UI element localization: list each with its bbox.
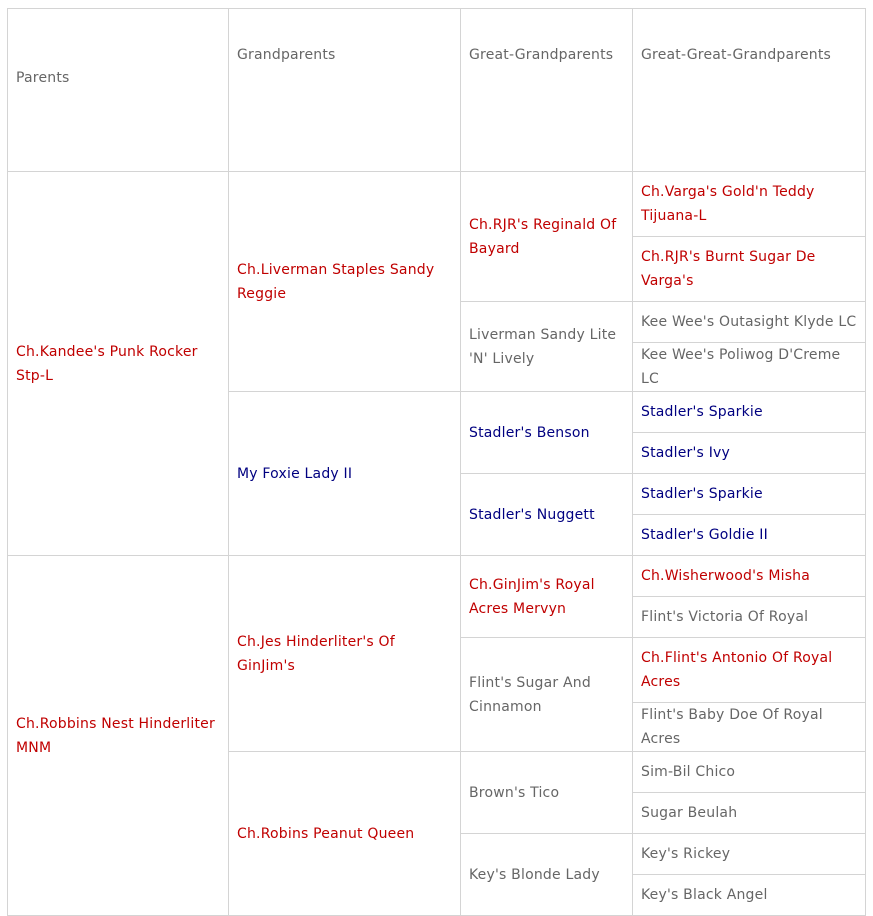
sire-sire-dam-sire-name: Kee Wee's Outasight Klyde LC: [633, 302, 866, 343]
dam-sire-name[interactable]: Ch.Jes Hinderliter's Of GinJim's: [229, 556, 461, 752]
sire-dam-dam-sire-name[interactable]: Stadler's Sparkie: [633, 474, 866, 515]
dam-dam-name[interactable]: Ch.Robins Peanut Queen: [229, 752, 461, 916]
pedigree-row: [8, 556, 866, 597]
pedigree-table: [7, 8, 866, 916]
sire-dam-sire-dam-name[interactable]: Stadler's Ivy: [633, 433, 866, 474]
dam-dam-sire-dam-name: Sugar Beulah: [633, 793, 866, 834]
sire-sire-sire-name[interactable]: Ch.RJR's Reginald Of Bayard: [461, 172, 633, 302]
dam-sire-sire-sire-name[interactable]: Ch.Wisherwood's Misha: [633, 556, 866, 597]
dam-name[interactable]: Ch.Robbins Nest Hinderliter MNM: [8, 556, 229, 916]
sire-dam-name[interactable]: My Foxie Lady II: [229, 392, 461, 556]
sire-sire-dam-name: Liverman Sandy Lite 'N' Lively: [461, 302, 633, 392]
dam-dam-dam-name: Key's Blonde Lady: [461, 834, 633, 916]
sire-dam-sire-sire-name[interactable]: Stadler's Sparkie: [633, 392, 866, 433]
dam-sire-sire-dam-name: Flint's Victoria Of Royal: [633, 597, 866, 638]
dam-dam-sire-name: Brown's Tico: [461, 752, 633, 834]
dam-sire-dam-dam-name: Flint's Baby Doe Of Royal Acres: [633, 703, 866, 752]
sire-sire-sire-dam-name[interactable]: Ch.RJR's Burnt Sugar De Varga's: [633, 237, 866, 302]
sire-dam-dam-name[interactable]: Stadler's Nuggett: [461, 474, 633, 556]
sire-sire-dam-dam-name: Kee Wee's Poliwog D'Creme LC: [633, 343, 866, 392]
header-great-grandparents: Great-Grandparents: [461, 9, 633, 172]
pedigree-row: [8, 172, 866, 237]
dam-sire-sire-name[interactable]: Ch.GinJim's Royal Acres Mervyn: [461, 556, 633, 638]
header-grandparents: Grandparents: [229, 9, 461, 172]
sire-sire-name[interactable]: Ch.Liverman Staples Sandy Reggie: [229, 172, 461, 392]
dam-sire-dam-sire-name[interactable]: Ch.Flint's Antonio Of Royal Acres: [633, 638, 866, 703]
header-great-great-grandparents: Great-Great-Grandparents: [633, 9, 866, 172]
dam-dam-sire-sire-name: Sim-Bil Chico: [633, 752, 866, 793]
sire-name[interactable]: Ch.Kandee's Punk Rocker Stp-L: [8, 172, 229, 556]
dam-dam-dam-dam-name: Key's Black Angel: [633, 875, 866, 916]
header-row: [8, 9, 866, 172]
sire-sire-sire-sire-name[interactable]: Ch.Varga's Gold'n Teddy Tijuana-L: [633, 172, 866, 237]
sire-dam-sire-name[interactable]: Stadler's Benson: [461, 392, 633, 474]
dam-dam-dam-sire-name: Key's Rickey: [633, 834, 866, 875]
header-parents: Parents: [8, 9, 229, 172]
sire-dam-dam-dam-name[interactable]: Stadler's Goldie II: [633, 515, 866, 556]
dam-sire-dam-name: Flint's Sugar And Cinnamon: [461, 638, 633, 752]
